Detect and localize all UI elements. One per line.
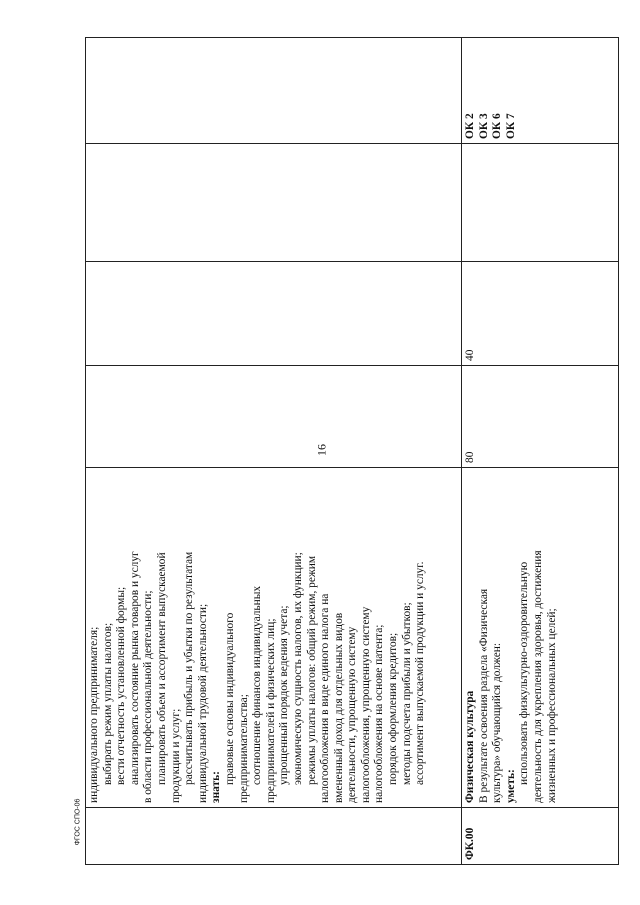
description-line: В результате освоения раздела «Физическая <box>477 588 490 803</box>
empty-cell <box>86 38 462 144</box>
description-line: рассчитывать прибыль и убытки по результатам <box>183 551 196 785</box>
table-row <box>462 38 619 865</box>
description-line: режимы уплаты налогов: общий режим, режим <box>305 555 318 785</box>
description-line: деятельности, упрощенную систему <box>346 626 359 803</box>
description-line: ассортимент выпускаемой продукции и услуг. <box>414 561 427 785</box>
competency-code: ОК 2 <box>464 113 476 139</box>
description-line: правовые основы индивидуального <box>223 612 236 785</box>
description-line: вести отчетность установленной формы; <box>115 586 128 785</box>
required-hours-cell <box>86 262 462 366</box>
competency-code: ОК 6 <box>491 113 504 139</box>
description-line: жизненных и профессиональных целей; <box>545 608 558 803</box>
description-cell <box>86 468 462 808</box>
index-cell: ФК.00 <box>462 808 619 865</box>
description-line: вмененный доход для отдельных видов <box>332 612 345 803</box>
description-cell <box>462 468 619 808</box>
description-line: индивидуальной трудовой деятельности; <box>196 603 209 803</box>
competency-code: ОК 3 <box>477 113 490 139</box>
description-line: продукции и услуг; <box>169 708 182 803</box>
description-line: деятельность для укрепления здоровья, достижения <box>531 550 544 803</box>
footer-code: ФГОС СПО-06 <box>74 798 82 846</box>
description-line: налогообложения, упрощенную систему <box>359 606 372 803</box>
description-line: в области профессиональной деятельности; <box>142 590 155 803</box>
description-line: уметь: <box>504 769 517 803</box>
competency-code: ОК 7 <box>504 113 517 139</box>
description-line: порядок оформления кредитов; <box>387 632 400 785</box>
empty-cell <box>462 144 619 262</box>
description-line: анализировать состояние рынка товаров и услуг <box>128 551 141 785</box>
description-line: использовать физкультурно-оздоровительную <box>518 561 531 785</box>
description-line: планировать объем и ассортимент выпускаемой <box>155 552 168 785</box>
competencies-cell <box>462 38 619 144</box>
rotated-page <box>85 38 618 865</box>
description-line: налогообложения в виде единого налога на <box>319 593 332 803</box>
required-hours-cell: 40 <box>462 262 619 366</box>
description-line: предпринимательства; <box>237 694 250 803</box>
description-line: знать: <box>210 771 223 803</box>
description-line: культура» обучающийся должен: <box>491 642 504 803</box>
description-line: предпринимателей и физических лиц; <box>264 618 277 803</box>
index-cell <box>86 808 462 865</box>
curriculum-table <box>85 37 619 865</box>
page-number: 16 <box>314 444 329 456</box>
description-line: методы подсчета прибыли и убытков; <box>400 602 413 785</box>
description-line: соотношение финансов индивидуальных <box>251 585 264 785</box>
empty-cell <box>86 144 462 262</box>
description-line: налогообложения на основе патента; <box>373 624 386 803</box>
max-hours-cell: 80 <box>462 366 619 468</box>
description-line: Физическая культура <box>464 690 476 803</box>
description-line: индивидуального предпринимателя; <box>88 626 100 803</box>
description-line: выбирать режим уплаты налогов; <box>101 622 114 785</box>
max-hours-cell <box>86 366 462 468</box>
description-line: экономическую сущность налогов, их функции; <box>291 552 304 785</box>
table-row <box>86 38 462 865</box>
description-line: упрощенный порядок ведения учета; <box>278 605 291 785</box>
